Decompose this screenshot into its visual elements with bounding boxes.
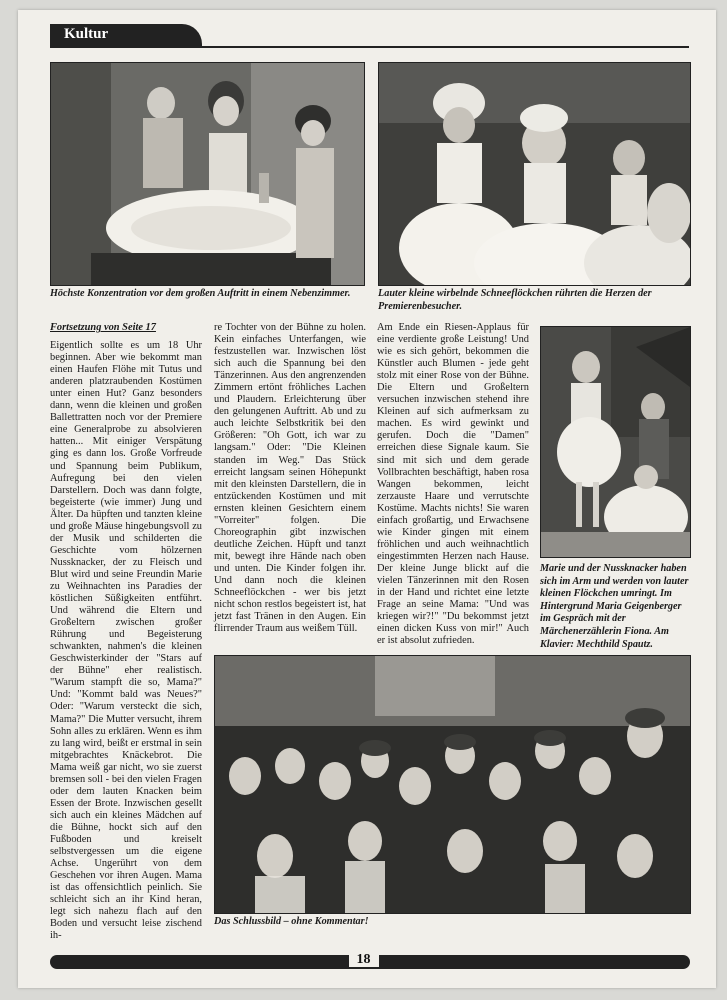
- section-title: Kultur: [64, 26, 109, 42]
- photo-marie-nutcracker: [540, 326, 691, 558]
- article-text-col1: Eigentlich sollte es um 18 Uhr beginnen. Aber wie bekommt man einen Haufen Flöhe mit Tutus und anderen platzraubenden Kostümen unter einen Hut? Ganz besonders dann, wenn die kleinen und großen Ballettratten noch vor der Premiere eine Generalprobe zu absolvieren hatten... Mit einiger Verspätung ging es dann los. Große Vorfreude und Spannung beim Publikum, Aufregung bei den vielen Darstellern. Doch was dann folgte, begeisterte (wie immer) Jung und Älter. Da hüpften und tanzten kleine und große Mäuse hingebungsvoll zu der Musik und schilderten die Geschichte vom hölzernen Nussknacker, der zu Fleisch und Blut wird und seine Freundin Marie zu Weihnachten ins Paradies der köstlichen Süßigkeiten entführt. Und während die Eltern und Großeltern zwischen großer Rührung und Begeisterung schwankten, nahmen's die kleinen Geschwisterkinder der "Stars auf der Bühne" eher realistisch. "Warum stampft die so, Mama?" Und: "Kommt bald was Neues?" Oder: "Warum versteckt die sich, Mama?" Die Mutter versucht, ihrem Sohn alles zu erklären. Wenn es ihm zu lang wird, beißt er erstmal in sein mitgebrachtes Knäckebrot. Die Mama weiß gar nicht, wo sie zuerst bremsen soll - bei den vielen Fragen oder dem lauten Knacken beim Essen der Brote. Inzwischen gesellt sich auch ein kleines Mädchen auf die Bühne, hockt sich auf den Fußboden und kreiselt selbstvergessen um die eigene Achse. Ungerührt von dem Geschehen vor ihren Augen. Mama ist das offensichtlich peinlich. Sie schleicht sich an ihr Kind heran, legt sich nahezu flach auf den Boden und versucht leise zischend ih-: [50, 340, 202, 942]
- caption-bottom: Das Schlussbild – ohne Kommentar!: [214, 916, 369, 927]
- article-column-3: [377, 322, 529, 647]
- section-header: [50, 24, 202, 48]
- photo-snowflake-dancers: [378, 62, 691, 286]
- article-text-col3: Am Ende ein Riesen-Applaus für eine verdiente große Leistung! Und wie es sich gehört, bekommen die Künstler auch Blumen - jede geht stolz mit einer Rose von der Bühne. Die Eltern und Großeltern versuchen inzwischen stehend ihre Kleinen auf sich aufmerksam zu machen. Es wird gewinkt und gerufen. Doch die "Damen" erreichen diese Signale kaum. Sie sind mit sich und dem gerade Vollbrachten beschäftigt, haben rosa Wangen bekommen, leicht zerzauste Haare und verrutschte Kostüme. Machts nichts! Sie waren einfach großartig, und Erwachsene wie Kinder gingen mit einem fröhlichen und auch weihnachtlich eingestimmten Herzen nach Hause. Der kleine Junge blickt auf die vielen Tänzerinnen mit den Rosen in der Hand und richtet eine letzte Frage an seine Mama: "Und was kriegen wir?!" "Du bekommst jetzt einen dicken Kuss von mir!" Auch er ist absolut zufrieden.: [377, 322, 529, 647]
- article-column-2: [214, 322, 366, 635]
- article-text-col2: re Tochter von der Bühne zu holen. Kein einfaches Unterfangen, wie festzustellen war. Inzwischen löst sich auch die Spannung bei den Tänzerinnen. Aus den angrenzenden Zimmern ertönt fröhliches Lachen und Plaudern. Erleichterung über den gelungenen Auftritt. Ab und zu auch leichte Selbstkritik bei den Größeren: "Oh Gott, ich war zu langsam." Oder: "Die Kleinen standen im Weg." Das Stück erreicht langsam seinen Höhepunkt mit den kleinsten Darstellern, die in entzückenden Kostümen und mit ernsten kleinen Gesichtern einem "Vorreiter" folgen. Die Choreographin gibt inzwischen deutliche Zeichen. Hüpft und tanzt mit, bewegt ihre Hände nach oben und unten. Die Kinder folgen ihr. Und dann noch die kleinen Schneeflöckchen - wer bis jetzt nicht schon restlos begeistert ist, hat jetzt fast Tränen in den Augen. Ein flirrender Traum aus weißem Tüll.: [214, 322, 366, 635]
- header-rule: [202, 46, 689, 48]
- caption-top-right: Lauter kleine wirbelnde Schneeflöckchen rührten die Herzen der Premierenbesucher.: [378, 288, 652, 312]
- page-number: 18: [349, 952, 379, 967]
- caption-side-right: Marie und der Nussknacker haben sich im Arm und werden von lauter kleinen Flöckchen umringt. Im Hintergrund Maria Geigenberger im Gespräch mit der Märchenerzählerin Fiona. Am Klavier: Mechthild Spautz.: [540, 563, 689, 650]
- photo-final-scene: [214, 655, 691, 914]
- page-number-wrap: [0, 952, 727, 968]
- caption-top-left: Höchste Konzentration vor dem großen Auftritt in einem Nebenzimmer.: [50, 288, 351, 299]
- article-column-1: [50, 322, 202, 942]
- photo-ballerina-backstage: [50, 62, 365, 286]
- continuation-note: Fortsetzung von Seite 17: [50, 322, 156, 333]
